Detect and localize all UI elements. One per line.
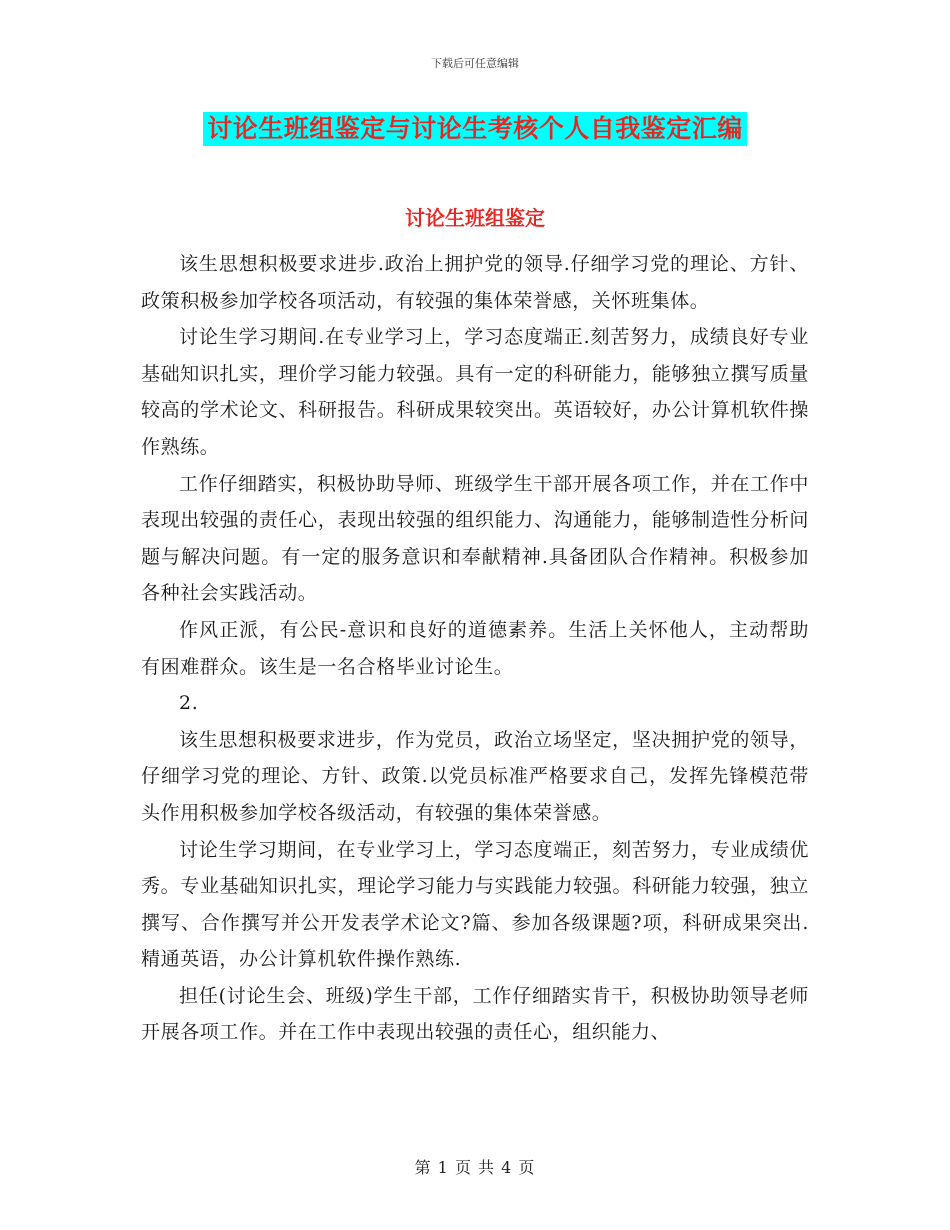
main-title: 讨论生班组鉴定与讨论生考核个人自我鉴定汇编 bbox=[203, 112, 747, 146]
paragraph-number: 2. bbox=[179, 692, 199, 715]
header-note: 下载后可任意编辑 bbox=[431, 57, 519, 70]
paragraph: 作风正派，有公民-意识和良好的道德素养。生活上关怀他人，主动帮助有困难群众。该生是一名合格毕业讨论生。 bbox=[141, 618, 809, 678]
paragraph: 担任(讨论生会、班级)学生干部，工作仔细踏实肯干，积极协助领导老师开展各项工作。并在工作中表现出较强的责任心，组织能力、 bbox=[141, 984, 809, 1044]
paragraph: 该生思想积极要求进步.政治上拥护党的领导.仔细学习党的理论、方针、政策积极参加学校各项活动，有较强的集体荣誉感，关怀班集体。 bbox=[141, 253, 809, 312]
paragraph: 工作仔细踏实，积极协助导师、班级学生干部开展各项工作，并在工作中表现出较强的责任心，表现出较强的组织能力、沟通能力，能够制造性分析问题与解决问题。有一定的服务意识和奉献精神.具备团队合作精神。积极参加各种社会实践活动。 bbox=[141, 472, 809, 605]
section-title: 讨论生班组鉴定 bbox=[405, 206, 545, 230]
paragraph: 该生思想积极要求进步，作为党员，政治立场坚定，坚决拥护党的领导，仔细学习党的理论、方针、政策.以党员标准严格要求自己，发挥先锋模范带头作用积极参加学校各级活动，有较强的集体荣誉感。 bbox=[141, 728, 809, 824]
paragraph: 讨论生学习期间，在专业学习上，学习态度端正，刻苦努力，专业成绩优秀。专业基础知识扎实，理论学习能力与实践能力较强。科研能力较强，独立撰写、合作撰写并公开发表学术论文?篇、参加各级课题?项，科研成果突出.精通英语，办公计算机软件操作熟练. bbox=[141, 838, 809, 971]
page-footer: 第 1 页 共 4 页 bbox=[414, 1158, 536, 1177]
document-body bbox=[141, 246, 809, 1051]
paragraph: 讨论生学习期间.在专业学习上，学习态度端正.刻苦努力，成绩良好专业基础知识扎实，理价学习能力较强。具有一定的科研能力，能够独立撰写质量较高的学术论文、科研报告。科研成果较突出。英语较好，办公计算机软件操作熟练。 bbox=[141, 326, 809, 458]
main-title-wrap bbox=[0, 112, 950, 146]
